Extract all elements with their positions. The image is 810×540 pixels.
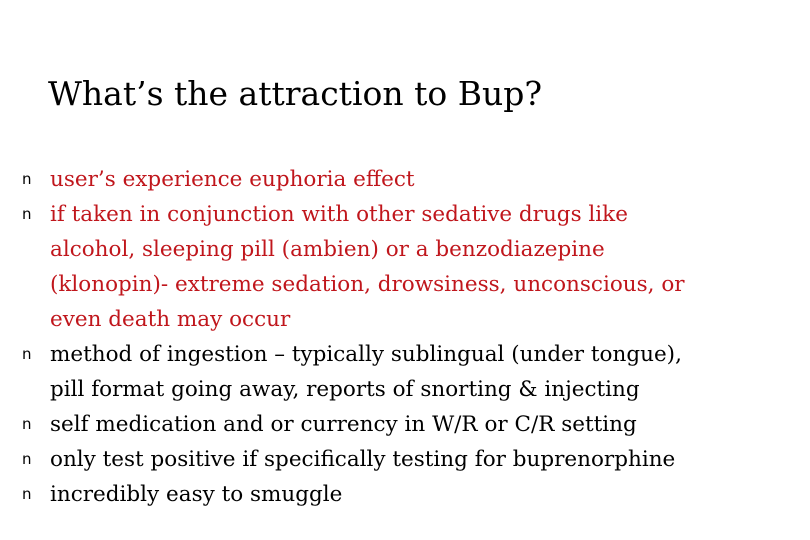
bullet-item bbox=[22, 477, 802, 512]
bullet-item bbox=[22, 337, 802, 407]
bullet-marker-icon: n bbox=[22, 170, 32, 188]
bullet-text-line: method of ingestion – typically sublingual (under tongue), bbox=[50, 342, 682, 367]
bullet-marker-icon: n bbox=[22, 345, 32, 363]
bullet-item bbox=[22, 407, 802, 442]
bullet-text-line: pill format going away, reports of snorting & injecting bbox=[50, 377, 640, 402]
bullet-text-line: (klonopin)- extreme sedation, drowsiness, unconscious, or bbox=[50, 272, 685, 297]
bullet-text-line: incredibly easy to smuggle bbox=[50, 482, 343, 507]
bullet-text-line: self medication and or currency in W/R or C/R setting bbox=[50, 412, 637, 437]
bullet-text-line: alcohol, sleeping pill (ambien) or a benzodiazepine bbox=[50, 237, 605, 262]
bullet-text-line: if taken in conjunction with other sedative drugs like bbox=[50, 202, 628, 227]
bullet-text-line: even death may occur bbox=[50, 307, 291, 332]
bullet-item bbox=[22, 162, 802, 197]
bullet-text-line: user’s experience euphoria effect bbox=[50, 167, 415, 192]
bullet-marker-icon: n bbox=[22, 485, 32, 503]
bullet-marker-icon: n bbox=[22, 415, 32, 433]
bullet-marker-icon: n bbox=[22, 205, 32, 223]
bullet-text-line: only test positive if specifically testing for buprenorphine bbox=[50, 447, 676, 472]
bullet-list bbox=[22, 162, 802, 512]
bullet-marker-icon: n bbox=[22, 450, 32, 468]
bullet-item bbox=[22, 197, 802, 337]
slide-title: What’s the attraction to Bup? bbox=[48, 74, 543, 113]
bullet-item bbox=[22, 442, 802, 477]
